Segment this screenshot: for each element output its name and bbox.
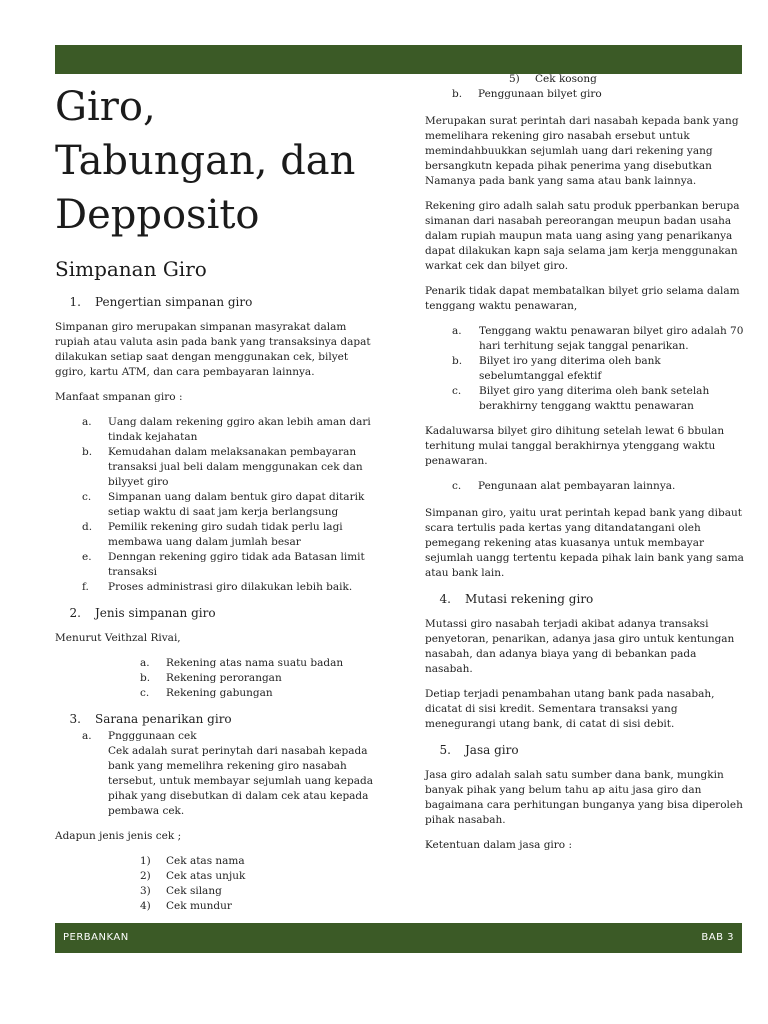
- sarana-item-c: [425, 479, 745, 494]
- paragraph: Adapun jenis jenis cek ;: [55, 830, 182, 842]
- heading-text: Sarana penarikan giro: [95, 712, 232, 726]
- document-title: Giro, Tabungan, dan Depposito: [55, 84, 356, 238]
- list-item: [55, 656, 375, 671]
- list-text: Cek silang: [166, 885, 222, 897]
- paragraph: Merupakan surat perintah dari nasabah kepada bank yang memelihara rekening giro nasabah ersebut untuk memindahbuukkan sejumlah uang dari rekening yang bersangkutn kepada pihak penerima yang disebutkan Namanya pada bank yang sama atau bank lainnya.: [425, 115, 739, 187]
- list-marker: f.: [82, 581, 89, 593]
- jenis-list: [55, 656, 375, 701]
- list-item: [425, 354, 745, 384]
- list-subtext: Cek adalah surat perinytah dari nasabah kepada bank yang memelihra rekening giro nasabah tersebut, untuk membayar sejumlah uang kepada pihak yang disebutkan di dalam cek atau kepada pembawa cek.: [108, 745, 373, 817]
- paragraph: Kadaluwarsa bilyet giro dihitung setelah lewat 6 bbulan terhitung mulai tanggal berakhirnya ytenggang waktu penawaran.: [425, 425, 725, 467]
- list-text: Bilyet giro yang diterima oleh bank setelah berakhirny tenggang wakttu penawaran: [479, 385, 710, 412]
- list-marker: c.: [452, 480, 462, 492]
- heading-number: 1.: [69, 295, 81, 309]
- heading-jasa-giro: [425, 742, 745, 758]
- heading-text: Jasa giro: [465, 743, 519, 757]
- list-text: Penggunaan bilyet giro: [478, 88, 602, 100]
- list-marker: a.: [82, 416, 92, 428]
- list-item: [55, 445, 375, 490]
- list-item: [55, 686, 375, 701]
- left-column: [55, 80, 375, 918]
- paragraph: Rekening giro adalh salah satu produk pperbankan berupa simanan dari nasabah pereorangan meupun badan usaha dalam rupiah maupun mata uang asing yang penarikanya dapat dilakukan kapn saja selama jam kerja menggunakan warkat cek dan bilyet giro.: [425, 200, 740, 272]
- sarana-item-b: [425, 87, 745, 102]
- list-text: Cek atas unjuk: [166, 870, 246, 882]
- list-text: Pengunaan alat pembayaran lainnya.: [478, 480, 676, 492]
- heading-number: 2.: [69, 606, 81, 620]
- list-text: Rekening atas nama suatu badan: [166, 657, 344, 669]
- list-text: Cek kosong: [535, 73, 597, 85]
- right-column: [425, 72, 745, 863]
- list-marker: d.: [82, 521, 93, 533]
- heading-mutasi: [425, 591, 745, 607]
- list-text: Cek mundur: [166, 900, 232, 912]
- list-text: Proses administrasi giro dilakukan lebih baik.: [108, 581, 353, 593]
- list-text: Simpanan uang dalam bentuk giro dapat ditarik setiap waktu di saat jam kerja berlangsung: [108, 491, 365, 518]
- list-text: Uang dalam rekening ggiro akan lebih aman dari tindak kejahatan: [108, 416, 371, 443]
- list-text: Rekening gabungan: [166, 687, 273, 699]
- list-text: Pemilik rekening giro sudah tidak perlu lagi membawa uang dalam jumlah besar: [108, 521, 343, 548]
- paragraph: Simpanan giro merupakan simpanan masyrakat dalam rupiah atau valuta asin pada bank yang transaksinya dapat dilakukan setiap saat dengan menggunakan cek, bilyet ggiro, kartu ATM, dan cara pembayaran lainnya.: [55, 321, 371, 378]
- list-marker: a.: [82, 730, 92, 742]
- paragraph: Menurut Veithzal Rivai,: [55, 632, 181, 644]
- list-item: [425, 384, 745, 414]
- paragraph: Mutassi giro nasabah terjadi akibat adanya transaksi penyetoran, penarikan, adanya jasa giro untuk kentungan nasabah, dan adanya biaya yang di bebankan pada nasabah.: [425, 618, 735, 675]
- list-text: Cek atas nama: [166, 855, 245, 867]
- list-item: [55, 854, 375, 869]
- list-item: [55, 884, 375, 899]
- footer-bar: [55, 923, 742, 953]
- heading-text: Pengertian simpanan giro: [95, 295, 253, 309]
- list-marker: 2): [140, 870, 151, 882]
- manfaat-list: [55, 415, 375, 595]
- list-item: [425, 324, 745, 354]
- cek-item-5: [425, 72, 745, 87]
- list-item: [55, 671, 375, 686]
- list-marker: 4): [140, 900, 151, 912]
- list-text: Bilyet iro yang diterima oleh bank sebelumtanggal efektif: [479, 355, 661, 382]
- sarana-item-body: [108, 729, 375, 819]
- list-item: [55, 899, 375, 914]
- list-marker: c.: [82, 491, 92, 503]
- heading-jenis: [55, 605, 375, 621]
- paragraph: Penarik tidak dapat membatalkan bilyet grio selama dalam tenggang waktu penawaran,: [425, 285, 740, 312]
- list-text: Denngan rekening ggiro tidak ada Batasan limit transaksi: [108, 551, 365, 578]
- footer-chapter: BAB 3: [701, 932, 734, 943]
- list-item: [55, 415, 375, 445]
- list-item: [55, 580, 375, 595]
- list-marker: b.: [452, 88, 463, 100]
- list-marker: e.: [82, 551, 92, 563]
- cek-list: [55, 854, 375, 914]
- sarana-item-a: [55, 729, 375, 819]
- heading-number: 4.: [439, 592, 451, 606]
- list-item: [55, 869, 375, 884]
- list-marker: 5): [509, 73, 520, 85]
- heading-pengertian: [55, 294, 375, 310]
- list-item: [55, 550, 375, 580]
- heading-text: Mutasi rekening giro: [465, 592, 594, 606]
- list-marker: 3): [140, 885, 151, 897]
- paragraph: Jasa giro adalah salah satu sumber dana bank, mungkin banyak pihak yang belum tahu ap aitu jasa giro dan bagaimana cara perhitungan bunganya yang bisa diperoleh pihak nasabah.: [425, 769, 743, 826]
- list-marker: c.: [452, 385, 462, 397]
- list-marker: a.: [140, 657, 150, 669]
- heading-number: 3.: [69, 712, 81, 726]
- list-text: Kemudahan dalam melaksanakan pembayaran transaksi jual beli dalam menggunakan cek dan bilyyet giro: [108, 446, 363, 488]
- heading-sarana: [55, 711, 375, 727]
- paragraph: Simpanan giro, yaitu urat perintah kepad bank yang dibaut scara tertulis pada kertas yang ditandatangani oleh pemegang rekening atas kuasanya untuk membayar sejumlah uangg tertentu kepada pihak lain bank yang sama atau bank lain.: [425, 507, 744, 579]
- section-title: Simpanan Giro: [55, 257, 207, 281]
- list-text: Pngggunaan cek: [108, 730, 197, 742]
- paragraph: Detiap terjadi penambahan utang bank pada nasabah, dicatat di sisi kredit. Sementara transaksi yang menegurangi utang bank, di catat di sisi debit.: [425, 688, 715, 730]
- list-marker: b.: [140, 672, 151, 684]
- list-marker: c.: [140, 687, 150, 699]
- heading-text: Jenis simpanan giro: [95, 606, 216, 620]
- header-bar: [55, 45, 742, 74]
- list-item: [55, 520, 375, 550]
- list-marker: a.: [452, 325, 462, 337]
- tenggang-list: [425, 324, 745, 414]
- list-text: Tenggang waktu penawaran bilyet giro adalah 70 hari terhitung sejak tanggal penarikan.: [479, 325, 744, 352]
- list-marker: b.: [452, 355, 463, 367]
- paragraph: Ketentuan dalam jasa giro :: [425, 839, 573, 851]
- footer-title: PERBANKAN: [63, 932, 129, 943]
- list-marker: 1): [140, 855, 151, 867]
- list-item: [55, 490, 375, 520]
- list-marker: b.: [82, 446, 93, 458]
- paragraph: Manfaat smpanan giro :: [55, 391, 183, 403]
- heading-number: 5.: [439, 743, 451, 757]
- list-text: Rekening perorangan: [166, 672, 282, 684]
